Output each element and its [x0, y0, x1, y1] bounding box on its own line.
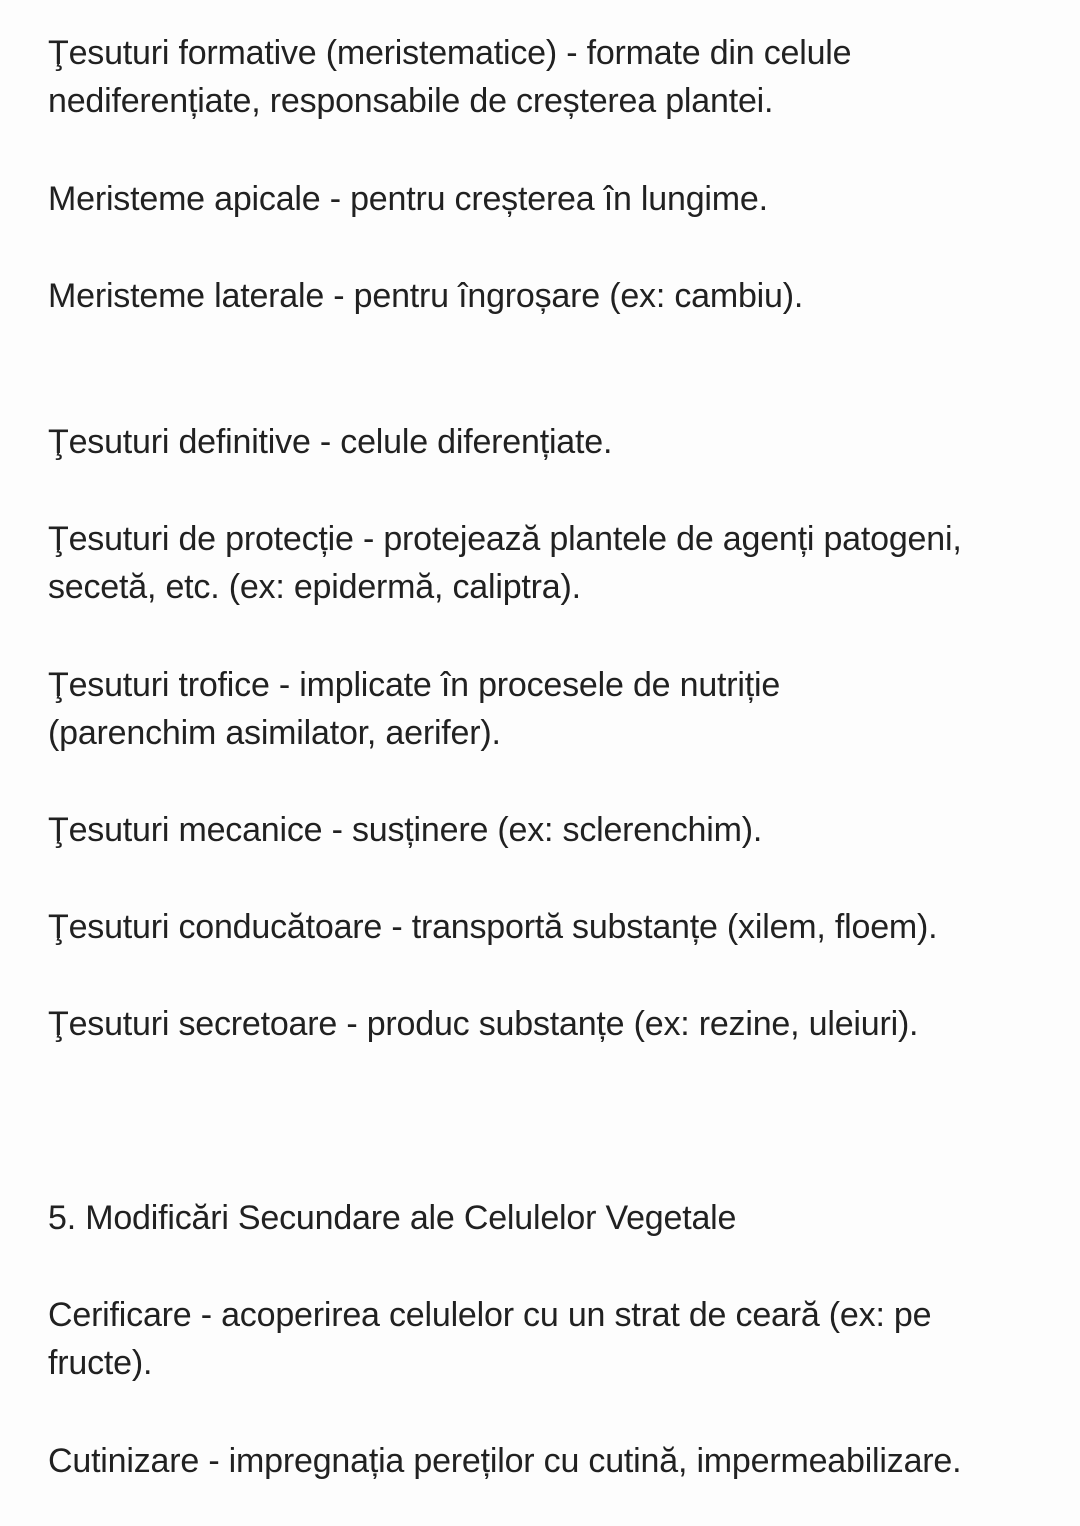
- text-line: (parenchim asimilator, aerifer).: [48, 714, 501, 752]
- paragraph-tesuturi-protectie: [48, 515, 1038, 611]
- paragraph-cutinizare: [48, 1437, 1038, 1485]
- text-line: Ţesuturi conducătoare - transportă substanțe (xilem, floem).: [48, 908, 938, 946]
- paragraph-meristeme-apicale: [48, 175, 1038, 223]
- text-line: Ţesuturi mecanice - susținere (ex: sclerenchim).: [48, 811, 763, 849]
- paragraph-meristeme-laterale: [48, 272, 1038, 320]
- text-line: Ţesuturi de protecție - protejează plantele de agenți patogeni,: [48, 520, 962, 558]
- heading-text: 5. Modificări Secundare ale Celulelor Vegetale: [48, 1199, 737, 1237]
- text-line: Meristeme laterale - pentru îngroșare (ex: cambiu).: [48, 277, 804, 315]
- text-line: Ţesuturi formative (meristematice) - formate din celule: [48, 34, 852, 72]
- text-line: fructe).: [48, 1344, 153, 1382]
- text-line: Cerificare - acoperirea celulelor cu un strat de ceară (ex: pe: [48, 1296, 932, 1334]
- paragraph-tesuturi-formative: [48, 29, 1038, 125]
- paragraph-tesuturi-mecanice: [48, 806, 1038, 854]
- text-line: nediferențiate, responsabile de creșterea plantei.: [48, 82, 774, 120]
- paragraph-cerificare: [48, 1291, 1038, 1387]
- paragraph-tesuturi-conducatoare: [48, 903, 1038, 951]
- text-line: Ţesuturi definitive - celule diferențiate.: [48, 423, 613, 461]
- paragraph-tesuturi-trofice: [48, 661, 1038, 757]
- text-line: Ţesuturi trofice - implicate în procesele de nutriție: [48, 666, 781, 704]
- text-line: Ţesuturi secretoare - produc substanțe (ex: rezine, uleiuri).: [48, 1005, 919, 1043]
- paragraph-tesuturi-secretoare: [48, 1000, 1038, 1048]
- text-line: Meristeme apicale - pentru creșterea în lungime.: [48, 180, 768, 218]
- text-line: secetă, etc. (ex: epidermă, caliptra).: [48, 568, 581, 606]
- text-line: Cutinizare - impregnația pereților cu cutină, impermeabilizare.: [48, 1442, 962, 1480]
- section-heading: [48, 1194, 1038, 1242]
- paragraph-tesuturi-definitive: [48, 418, 1038, 466]
